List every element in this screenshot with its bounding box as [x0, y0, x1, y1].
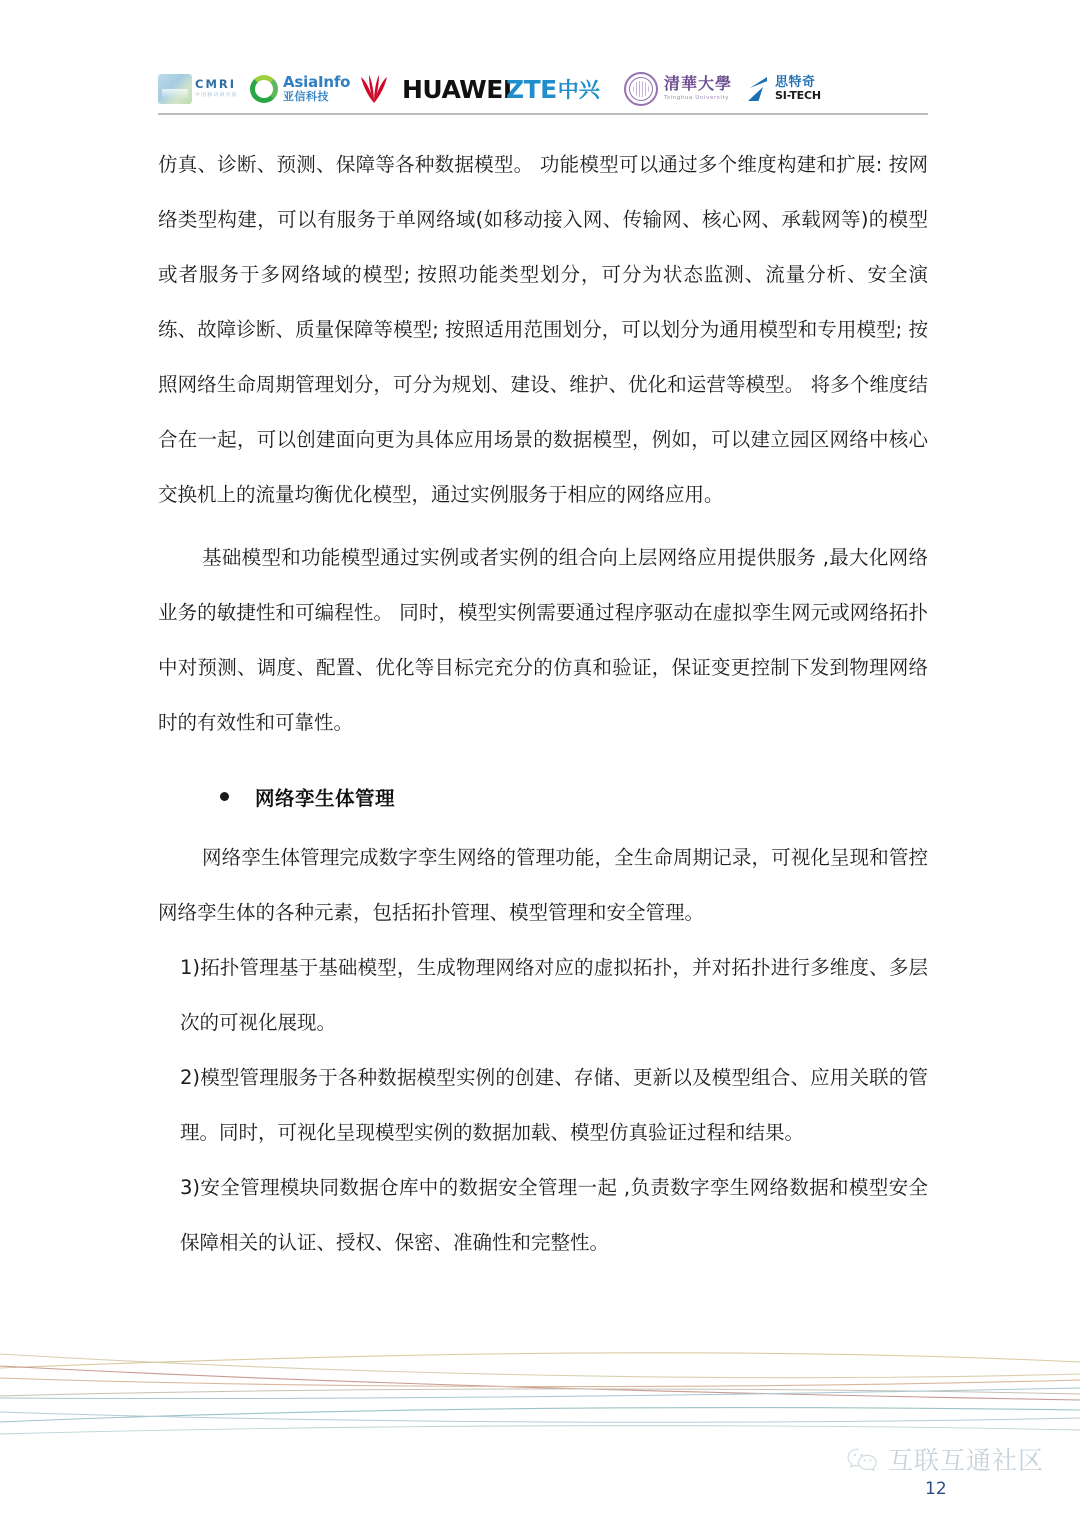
section-paragraph-1: 网络孪生体管理完成数字孪生网络的管理功能，全生命周期记录，可视化呈现和管控网络孪生体的各种元素，包括拓扑管理、模型管理和安全管理。: [158, 846, 928, 924]
huawei-label: HUAWEI: [402, 74, 512, 104]
heading-spacer: [158, 822, 928, 830]
cmri-mark-icon: [158, 74, 192, 104]
section-spacer: [158, 750, 928, 776]
sitech-label-en: SI-TECH: [775, 89, 821, 103]
watermark: [846, 1447, 1044, 1473]
section-heading-label: 网络孪生体管理: [255, 787, 396, 810]
logo-tsinghua: [624, 67, 748, 111]
watermark-label: 互联互通社区: [888, 1445, 1045, 1475]
bullet-icon: [220, 792, 229, 801]
decorative-wave-lines: [0, 1326, 1080, 1526]
section-paragraph-2: 1)拓扑管理基于基础模型，生成物理网络对应的虚拟拓扑，并对拓扑进行多维度、多层次的可视化展现。: [180, 956, 928, 1034]
document-body: [158, 137, 928, 1270]
page-number: 12: [925, 1479, 947, 1499]
paragraph-spacer: [158, 522, 928, 530]
huawei-flower-icon: [354, 74, 394, 104]
tsinghua-label-en: Tsinghua University: [664, 95, 730, 102]
wechat-icon: [846, 1447, 880, 1473]
logo-huawei: [354, 67, 512, 111]
section-paragraph-3: 2)模型管理服务于各种数据模型实例的创建、存储、更新以及模型组合、应用关联的管理。同时，可视化呈现模型实例的数据加载、模型仿真验证过程和结果。: [180, 1066, 928, 1144]
paragraph-1: 仿真、诊断、预测、保障等各种数据模型。 功能模型可以通过多个维度构建和扩展: 按网络类型构建，可以有服务于单网络域(如移动接入网、传输网、核心网、承载网等)的模型或者服务于多网络域的模型; 按照功能类型划分，可分为状态监测、流量分析、安全演练、故障诊断、质量保障等模型; 按照适用范围划分，可以划分为通用模型和专用模型; 按照网络生命周期管理划分，可分为规划、建设、维护、优化和运营等模型。 将多个维度结合在一起，可以创建面向更为具体应用场景的数据模型，例如，可以建立园区网络中核心交换机上的流量均衡优化模型，通过实例服务于相应的网络应用。: [158, 153, 928, 506]
section-heading: [158, 776, 928, 822]
logo-sitech: [748, 67, 856, 111]
asiainfo-label-en: AsiaInfo: [283, 72, 351, 91]
tsinghua-seal-icon: [624, 72, 658, 106]
sitech-mark-icon: [748, 75, 770, 103]
zte-label-cn: 中兴: [557, 78, 600, 102]
tsinghua-label-cn: 清華大學: [664, 74, 733, 94]
cmri-label: CMRI: [195, 77, 237, 92]
paragraph-2: 基础模型和功能模型通过实例或者实例的组合向上层网络应用提供服务 ,最大化网络业务的敏捷性和可编程性。 同时，模型实例需要通过程序驱动在虚拟孪生网元或网络拓扑中对预测、调度、配置、优化等目标完充分的仿真和验证，保证变更控制下发到物理网络时的有效性和可靠性。: [158, 546, 928, 734]
header-divider: [158, 113, 928, 115]
section-paragraph-4: 3)安全管理模块同数据仓库中的数据安全管理一起 ,负责数字孪生网络数据和模型安全保障相关的认证、授权、保密、准确性和完整性。: [180, 1176, 928, 1254]
asiainfo-ring-icon: [250, 75, 278, 103]
cmri-sublabel: 中国移动研究院: [195, 92, 239, 98]
logo-asiainfo: [250, 67, 354, 111]
sitech-label-cn: 思特奇: [775, 74, 816, 90]
logo-zte: [506, 67, 624, 111]
partner-logo-strip: [158, 66, 928, 112]
zte-label-en: ZTE: [506, 74, 557, 104]
asiainfo-label-cn: 亚信科技: [283, 89, 329, 103]
logo-cmri: [158, 67, 250, 111]
